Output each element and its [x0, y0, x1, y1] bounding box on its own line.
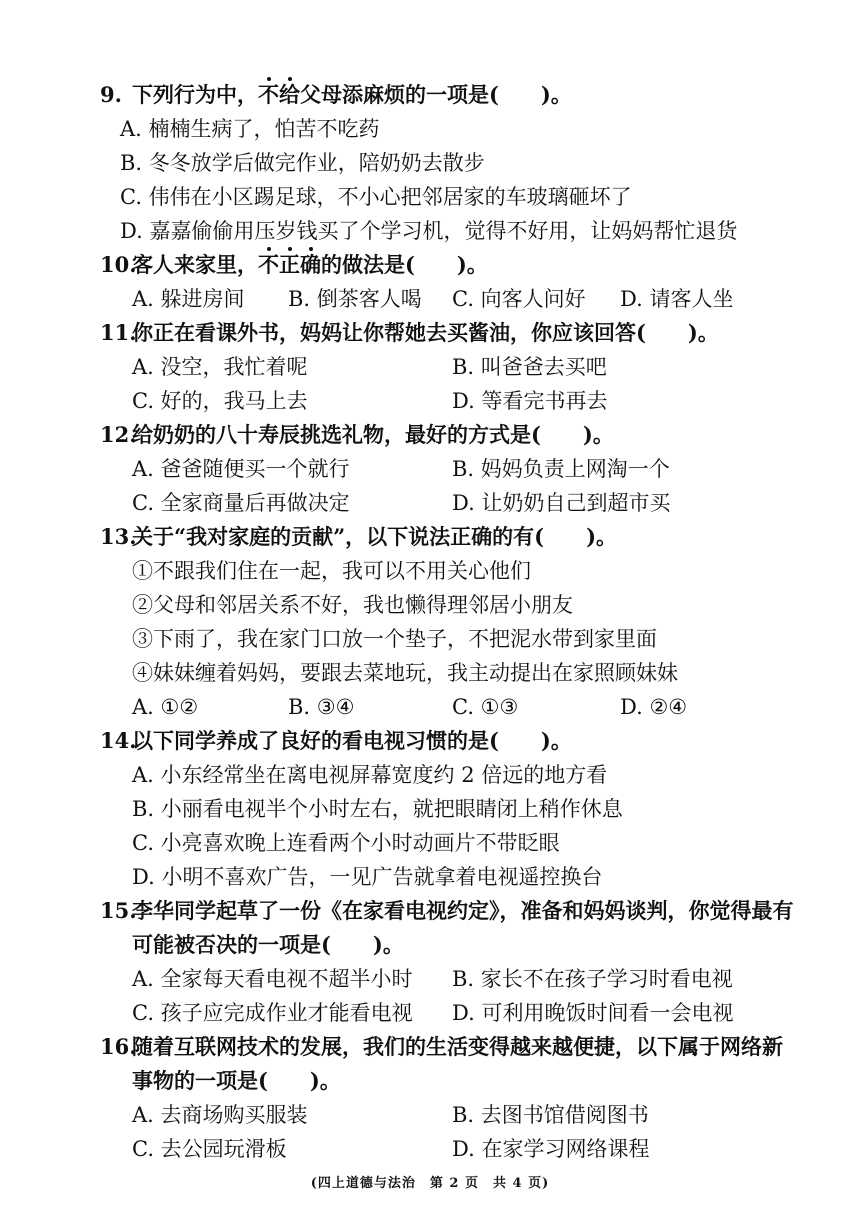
question-number: 11. [100, 320, 137, 345]
question-15-option-a: A. 全家每天看电视不超半小时 [132, 967, 413, 991]
emphasis-char: 确 [300, 252, 321, 277]
question-13-statement-2: ②父母和邻居关系不好，我也懒得理邻居小朋友 [132, 593, 573, 617]
emphasis-char: 不 [258, 252, 279, 277]
question-13-option-a: A. ①② [132, 695, 199, 719]
question-9-option-d: D. 嘉嘉偷偷用压岁钱买了个学习机，觉得不好用，让妈妈帮忙退货 [120, 219, 738, 243]
question-12-option-d: D. 让奶奶自己到超市买 [452, 491, 671, 515]
question-number: 14. [100, 728, 137, 753]
question-12-stem: 12.给奶奶的八十寿辰挑选礼物，最好的方式是( )。 [100, 420, 614, 450]
question-15-option-b: B. 家长不在孩子学习时看电视 [452, 967, 733, 991]
question-10-option-b: B. 倒茶客人喝 [288, 287, 422, 311]
question-13-option-c: C. ①③ [452, 695, 519, 719]
question-9-stem: 9. 下列行为中，不给父母添麻烦的一项是( )。 [100, 80, 572, 110]
question-14-option-b: B. 小丽看电视半个小时左右，就把眼睛闭上稍作休息 [132, 797, 623, 821]
question-14-option-d: D. 小明不喜欢广告，一见广告就拿着电视遥控换台 [132, 865, 603, 889]
question-number: 9. [100, 82, 122, 107]
question-13-statement-1: ①不跟我们住在一起，我可以不用关心他们 [132, 559, 531, 583]
question-16-option-d: D. 在家学习网络课程 [452, 1137, 650, 1161]
emphasis-char: 不 [258, 82, 279, 107]
question-11-option-c: C. 好的，我马上去 [132, 389, 308, 413]
question-13-stem: 13.关于“我对家庭的贡献”，以下说法正确的有( )。 [100, 522, 617, 552]
question-number: 15. [100, 898, 137, 923]
emphasis-char: 给 [279, 82, 300, 107]
question-15-stem-continued: 可能被否决的一项是( )。 [132, 932, 404, 957]
question-13-statement-4: ④妹妹缠着妈妈，要跟去菜地玩，我主动提出在家照顾妹妹 [132, 661, 678, 685]
question-11-option-a: A. 没空，我忙着呢 [132, 355, 308, 379]
question-number: 16. [100, 1034, 137, 1059]
question-9-option-a: A. 楠楠生病了，怕苦不吃药 [120, 117, 380, 141]
question-16-option-c: C. 去公园玩滑板 [132, 1137, 287, 1161]
question-13-statement-3: ③下雨了，我在家门口放一个垫子，不把泥水带到家里面 [132, 627, 657, 651]
question-number: 12. [100, 422, 137, 447]
question-9-option-b: B. 冬冬放学后做完作业，陪奶奶去散步 [120, 151, 485, 175]
question-14-option-c: C. 小亮喜欢晚上连看两个小时动画片不带眨眼 [132, 831, 560, 855]
question-11-stem: 11.你正在看课外书，妈妈让你帮她去买酱油，你应该回答( )。 [100, 318, 719, 348]
question-12-option-b: B. 妈妈负责上网淘一个 [452, 457, 670, 481]
question-10-option-c: C. 向客人问好 [452, 287, 586, 311]
question-number: 13. [100, 524, 137, 549]
question-14-stem: 14.以下同学养成了良好的看电视习惯的是( )。 [100, 726, 572, 756]
question-13-option-b: B. ③④ [288, 695, 355, 719]
question-9-option-c: C. 伟伟在小区踢足球，不小心把邻居家的车玻璃砸坏了 [120, 185, 632, 209]
question-10-option-a: A. 躲进房间 [132, 287, 245, 311]
emphasis-char: 正 [279, 252, 300, 277]
question-10-stem: 10.客人来家里，不正确的做法是( )。 [100, 250, 488, 280]
page-footer: (四上道德与法治 第 2 页 共 4 页) [310, 1176, 550, 1191]
question-12-option-c: C. 全家商量后再做决定 [132, 491, 350, 515]
question-16-option-b: B. 去图书馆借阅图书 [452, 1103, 649, 1127]
question-15-option-c: C. 孩子应完成作业才能看电视 [132, 1001, 413, 1025]
question-14-option-a: A. 小东经常坐在离电视屏幕宽度约 2 倍远的地方看 [132, 763, 608, 787]
question-16-stem: 16.随着互联网技术的发展，我们的生活变得越来越便捷，以下属于网络新 [100, 1032, 783, 1062]
question-11-option-d: D. 等看完书再去 [452, 389, 608, 413]
question-16-stem-continued: 事物的一项是( )。 [132, 1068, 341, 1093]
question-10-option-d: D. 请客人坐 [620, 287, 734, 311]
question-15-option-d: D. 可利用晚饭时间看一会电视 [452, 1001, 734, 1025]
question-number: 10. [100, 252, 137, 277]
question-12-option-a: A. 爸爸随便买一个就行 [132, 457, 350, 481]
question-15-stem: 15.李华同学起草了一份《在家看电视约定》，准备和妈妈谈判，你觉得最有 [100, 896, 794, 926]
question-16-option-a: A. 去商场购买服装 [132, 1103, 308, 1127]
question-13-option-d: D. ②④ [620, 695, 688, 719]
question-11-option-b: B. 叫爸爸去买吧 [452, 355, 607, 379]
